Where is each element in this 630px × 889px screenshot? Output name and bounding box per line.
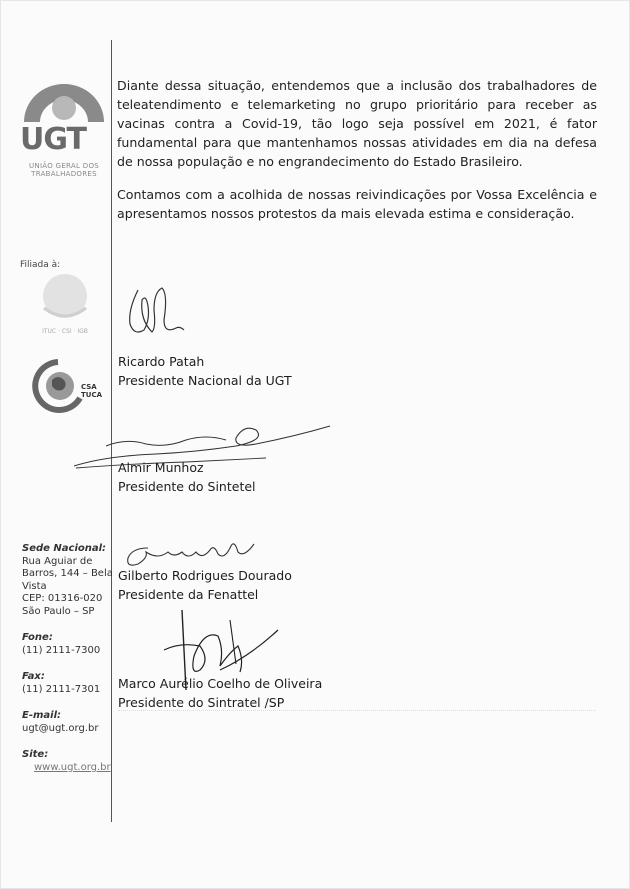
contact-block [22, 543, 114, 774]
sede-line: Rua Aguiar de [22, 555, 93, 567]
sede-line: São Paulo – SP [22, 605, 95, 617]
fone-label: Fone: [22, 632, 53, 643]
site-link[interactable]: www.ugt.org.br [34, 761, 111, 773]
sede-line: CEP: 01316-020 [22, 593, 103, 604]
csa-label-line2: TUCA [81, 391, 103, 399]
ugt-logo [18, 82, 110, 182]
sede-line: Barros, 144 – Bela [22, 568, 113, 579]
signer-role: Presidente da Fenattel [118, 587, 259, 602]
site-label: Site: [22, 749, 49, 760]
signer-name: Almir Munhoz [118, 460, 204, 475]
signer-name: Marco Aurélio Coelho de Oliveira [118, 676, 323, 691]
csa-label [81, 383, 102, 399]
body-paragraph-2: Contamos com a acolhida de nossas reivindicações por Vossa Excelência e apresentamos nossos protestos da mais elevada estima e consideração. [117, 187, 597, 221]
csa-label-line1: CSA [81, 383, 97, 391]
ituc-globe-icon [30, 272, 100, 328]
ugt-subtitle-line2: TRABALHADORES [31, 170, 97, 178]
fone-value: (11) 2111-7300 [22, 644, 101, 656]
signer-role: Presidente do Sintratel /SP [118, 695, 285, 710]
ituc-label: ITUC · CSI · IGB [42, 328, 88, 335]
sede-line: Vista [22, 580, 47, 592]
email-label: E-mail: [22, 710, 62, 721]
signer-4 [118, 674, 322, 712]
ituc-logo [30, 272, 100, 338]
signer-3 [118, 566, 292, 604]
ugt-subtitle-line1: UNIÃO GERAL DOS [28, 162, 99, 170]
fax-value: (11) 2111-7301 [22, 683, 101, 695]
ugt-logo-text: UGT [20, 122, 86, 157]
fax-label: Fax: [22, 671, 45, 682]
signer-role: Presidente do Sintetel [118, 479, 256, 494]
sede-label: Sede Nacional: [22, 543, 107, 554]
signer-1 [118, 352, 292, 390]
body-paragraph-1: Diante dessa situação, entendemos que a inclusão dos trabalhadores de teleatendimento e telemarketing no grupo prioritário para receber as vacinas contra a Covid-19, tão logo seja possível em 2021, é fator fundamental para que mantenhamos nossas atividades em dia na defesa de nossa população e no engrandecimento do Estado Brasileiro. [117, 78, 597, 169]
signer-name: Gilberto Rodrigues Dourado [118, 568, 292, 583]
signature-ricardo-patah [118, 280, 198, 342]
ugt-logo-subtitle [18, 162, 110, 178]
signer-role: Presidente Nacional da UGT [118, 373, 292, 388]
csa-logo [30, 358, 110, 418]
signer-2 [118, 458, 256, 496]
filiada-label: Filiada à: [20, 260, 61, 270]
email-value[interactable]: ugt@ugt.org.br [22, 722, 99, 734]
signer-name: Ricardo Patah [118, 354, 205, 369]
footer-rule [118, 710, 596, 711]
